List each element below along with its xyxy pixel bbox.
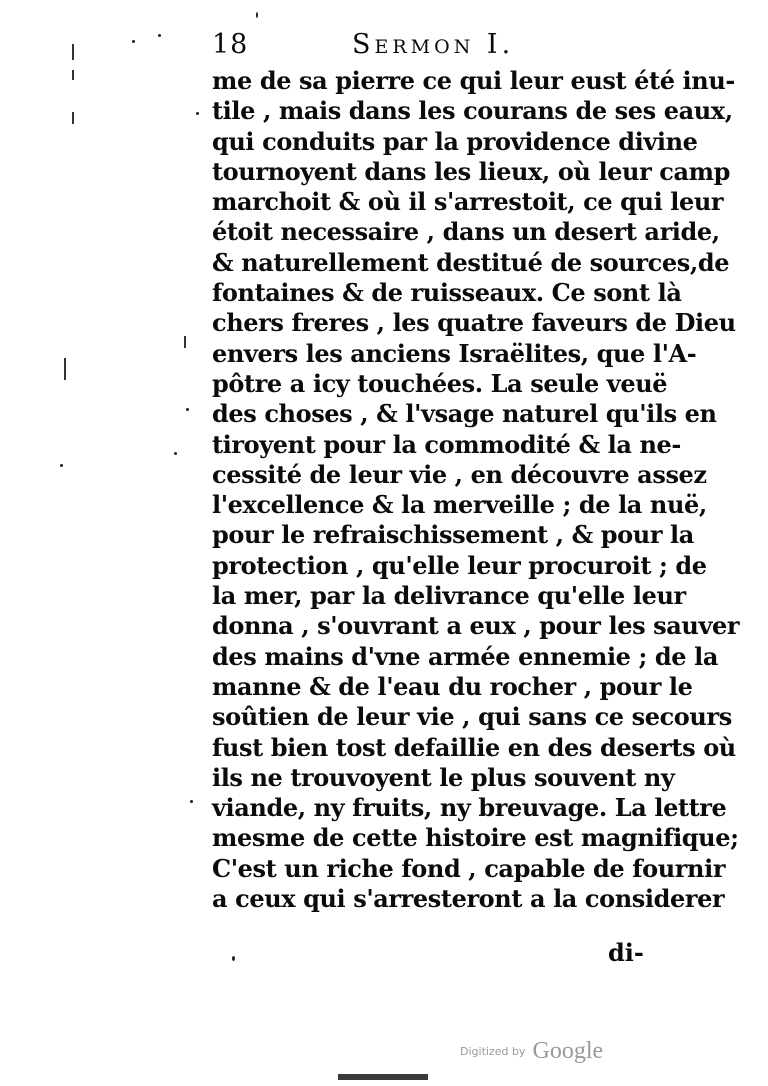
text-line: viande, ny fruits, ny breuvage. La lettre — [212, 793, 727, 823]
text-line: soûtien de leur vie , qui sans ce secours — [212, 702, 732, 732]
text-line: tournoyent dans les lieux, où leur camp — [212, 156, 731, 186]
scan-speck — [232, 956, 235, 961]
sermon-text — [212, 66, 740, 914]
scan-bottom-strip — [338, 1074, 428, 1080]
text-line: manne & de l'eau du rocher , pour le — [212, 671, 693, 701]
text-line: & naturellement destitué de sources,de — [212, 247, 730, 277]
text-line: mesme de cette histoire est magnifique; — [212, 823, 739, 853]
scan-speck — [196, 112, 199, 115]
text-line: des mains d'vne armée ennemie ; de la — [212, 641, 718, 671]
text-line: me de sa pierre ce qui leur eust été inu- — [212, 66, 735, 95]
text-line: C'est un riche fond , capable de fournir — [212, 853, 726, 883]
scan-edge-mark — [64, 358, 66, 380]
text-line: fust bien tost defaillie en des deserts où — [212, 732, 736, 762]
text-line: tile , mais dans les courans de ses eaux, — [212, 96, 733, 126]
text-line: tiroyent pour la commodité & la ne- — [212, 429, 681, 459]
digitized-by-google-watermark — [460, 1038, 603, 1066]
text-line: pour le refraischissement , & pour la — [212, 520, 694, 550]
scan-speck — [174, 452, 177, 455]
text-line: donna , s'ouvrant a eux , pour les sauver — [212, 611, 740, 641]
text-line: chers freres , les quatre faveurs de Dieu — [212, 308, 736, 338]
text-line: a ceux qui s'arresteront a la considerer — [212, 884, 725, 914]
text-line: marchoit & où il s'arrestoit, ce qui leur — [212, 187, 724, 217]
catchword: di- — [608, 938, 644, 967]
text-line: qui conduits par la providence divine — [212, 126, 698, 156]
text-line: étoit necessaire , dans un desert aride, — [212, 217, 720, 247]
running-head — [206, 28, 658, 62]
scan-speck — [186, 408, 189, 411]
scan-speck — [132, 40, 135, 43]
text-line: pôtre a icy touchées. La seule veuë — [212, 368, 668, 398]
text-line: fontaines & de ruisseaux. Ce sont là — [212, 278, 682, 308]
google-logo: Google — [532, 1038, 604, 1064]
scan-speck — [256, 12, 258, 18]
text-line: l'excellence & la merveille ; de la nuë, — [212, 490, 707, 520]
text-line: protection , qu'elle leur procuroit ; de — [212, 550, 707, 580]
page-number: 18 — [212, 29, 249, 60]
running-title: Sermon I. — [352, 29, 515, 60]
scan-edge-mark — [72, 44, 74, 60]
scan-speck — [60, 464, 63, 467]
text-line: des choses , & l'vsage naturel qu'ils en — [212, 399, 717, 429]
text-line: la mer, par la delivrance qu'elle leur — [212, 581, 686, 611]
text-line: cessité de leur vie , en découvre assez — [212, 459, 707, 489]
watermark-prefix: Digitized by — [460, 1045, 526, 1058]
text-line: envers les anciens Israëlites, que l'A- — [212, 338, 697, 368]
scan-edge-mark — [72, 70, 74, 80]
scan-speck — [158, 34, 161, 37]
scan-speck — [190, 800, 193, 803]
scan-edge-mark — [72, 112, 74, 124]
text-line: ils ne trouvoyent le plus souvent ny — [212, 762, 675, 792]
scan-edge-mark — [184, 336, 186, 348]
